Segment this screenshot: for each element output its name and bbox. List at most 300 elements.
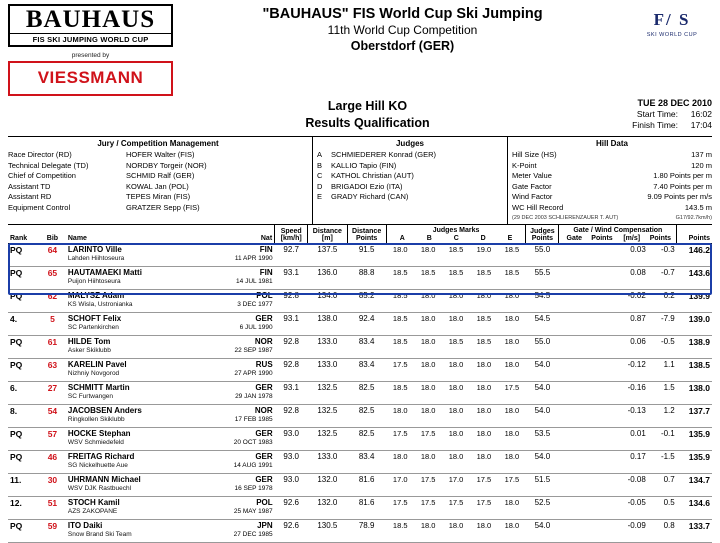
finish-time-row	[562, 120, 712, 131]
cell-points: 146.2	[677, 244, 712, 267]
col-judge-c: C	[453, 235, 459, 242]
cell-gate	[559, 290, 586, 313]
judge-row	[317, 192, 503, 203]
cell-nat: GER 14 AUG 1991	[211, 451, 275, 474]
cell-speed: 93.0	[275, 474, 308, 497]
judges-title: Judges	[395, 139, 424, 148]
cell-judge-mark-a: 18.5	[386, 313, 414, 336]
cell-judge-mark-b: 18.0	[414, 359, 442, 382]
cell-gate	[559, 267, 586, 290]
col-judges-marks-label: Judges Marks	[432, 227, 480, 234]
col-judge-a: A	[399, 235, 405, 242]
cell-judges-points: 54.5	[526, 290, 559, 313]
cell-distance-points: 82.5	[347, 405, 386, 428]
cell-wind-speed: 0.01	[617, 428, 648, 451]
jury-name: HOFER Walter (FIS)	[126, 150, 195, 159]
cell-judge-mark-e: 18.0	[498, 359, 526, 382]
cell-judge-mark-d: 17.5	[470, 474, 498, 497]
jury-name: NORDBY Torgeir (NOR)	[126, 160, 207, 170]
cell-wind-speed: 0.08	[617, 267, 648, 290]
cell-bib: 57	[39, 428, 66, 451]
cell-judge-mark-b: 17.5	[414, 497, 442, 520]
cell-judge-mark-c: 18.0	[442, 382, 470, 405]
cell-nat: NOR 22 SEP 1987	[211, 336, 275, 359]
cell-judge-mark-c: 18.0	[442, 359, 470, 382]
jury-row	[8, 192, 308, 203]
cell-judge-mark-c: 17.0	[442, 474, 470, 497]
cell-gate-points	[586, 497, 617, 520]
cell-gate	[559, 405, 586, 428]
judge-letter: B	[317, 160, 323, 170]
cell-judge-mark-b: 18.0	[414, 244, 442, 267]
cell-gate	[559, 497, 586, 520]
cell-distance: 132.5	[308, 405, 347, 428]
col-wind-speed: [m/s]	[623, 235, 641, 242]
col-name: Name	[66, 225, 211, 244]
cell-judge-mark-b: 18.0	[414, 451, 442, 474]
hill-value: 1.80 Points per m	[653, 171, 712, 180]
cell-judge-mark-b: 18.0	[414, 520, 442, 543]
cell-judge-mark-a: 17.5	[386, 497, 414, 520]
cell-distance: 134.0	[308, 290, 347, 313]
hill-value: 7.40 Points per m	[653, 181, 712, 191]
judge-name: KALLIO Tapio (FIN)	[331, 160, 397, 170]
cell-rank: 6.	[8, 382, 39, 405]
cell-nat: GER 29 JAN 1978	[211, 382, 275, 405]
judge-row	[317, 171, 503, 182]
cell-judge-mark-c: 18.5	[442, 244, 470, 267]
results-table-container	[8, 225, 712, 543]
hill-data-row	[512, 150, 712, 161]
cell-judge-mark-e: 18.5	[498, 267, 526, 290]
cell-wind-points: 0.5	[648, 497, 677, 520]
cell-nat: GER 6 JUL 1990	[211, 313, 275, 336]
cell-rank: 8.	[8, 405, 39, 428]
cell-wind-speed: -0.12	[617, 359, 648, 382]
col-judge-d: D	[480, 235, 486, 242]
jury-name: SCHMID Ralf (GER)	[126, 171, 195, 180]
jury-row	[8, 203, 308, 214]
cell-points: 139.9	[677, 290, 712, 313]
cell-nat: FIN 14 JUL 1981	[211, 267, 275, 290]
cell-wind-points: -0.3	[648, 244, 677, 267]
cell-judge-mark-a: 17.5	[386, 428, 414, 451]
cell-nat: NOR 17 FEB 1985	[211, 405, 275, 428]
cell-nat: GER 16 SEP 1978	[211, 474, 275, 497]
cell-gate-points	[586, 382, 617, 405]
cell-gate	[559, 313, 586, 336]
cell-rank: PQ	[8, 336, 39, 359]
cell-points: 135.9	[677, 428, 712, 451]
competition-number: 11th World Cup Competition	[327, 23, 478, 37]
table-row	[8, 290, 712, 313]
cell-rank: PQ	[8, 359, 39, 382]
cell-judge-mark-d: 18.0	[470, 405, 498, 428]
cell-athlete: JACOBSEN Anders Ringkollen Skiklubb	[66, 405, 211, 428]
hill-record-note	[512, 215, 712, 221]
cell-judge-mark-a: 18.5	[386, 382, 414, 405]
hill-data-row	[512, 161, 712, 172]
cell-athlete: LARINTO Ville Lahden Hiihtoseura	[66, 244, 211, 267]
col-bib: Bib	[39, 225, 66, 244]
cell-judge-mark-a: 18.0	[386, 451, 414, 474]
col-distance	[308, 225, 347, 244]
hill-data-row	[512, 192, 712, 203]
cell-distance-points: 81.6	[347, 474, 386, 497]
col-judges-points-label2: Points	[531, 235, 554, 242]
cell-judge-mark-c: 18.5	[442, 336, 470, 359]
judge-name: SCHMIEDERER Konrad (GER)	[331, 150, 437, 159]
cell-speed: 93.1	[275, 267, 308, 290]
cell-judge-mark-c: 18.0	[442, 520, 470, 543]
cell-judge-mark-d: 18.0	[470, 428, 498, 451]
cell-rank: PQ	[8, 290, 39, 313]
fis-wordmark: F/ S	[653, 10, 691, 29]
cell-judges-points: 55.0	[526, 244, 559, 267]
cell-wind-speed: -0.13	[617, 405, 648, 428]
col-gate-wind-label: Gate / Wind Compensation	[573, 227, 663, 234]
cell-athlete: MALYSZ Adam KS Wisla, Ustronianka	[66, 290, 211, 313]
jury-role: Chief of Competition	[8, 171, 76, 180]
cell-gate	[559, 359, 586, 382]
cell-judge-mark-e: 18.0	[498, 520, 526, 543]
cell-judge-mark-c: 18.0	[442, 428, 470, 451]
cell-distance: 132.0	[308, 497, 347, 520]
cell-distance: 133.0	[308, 451, 347, 474]
cell-wind-points: 0.8	[648, 520, 677, 543]
cell-gate-points	[586, 451, 617, 474]
cell-gate-points	[586, 313, 617, 336]
presented-by-label: presented by	[71, 52, 110, 59]
cell-wind-points: -1.5	[648, 451, 677, 474]
cell-bib: 61	[39, 336, 66, 359]
viessmann-logo	[8, 61, 173, 96]
judge-letter: A	[317, 150, 323, 159]
col-gate-points: Points	[591, 235, 613, 242]
cell-speed: 92.6	[275, 497, 308, 520]
cell-rank: 11.	[8, 474, 39, 497]
jury-name: GRATZER Sepp (FIS)	[126, 202, 200, 212]
cell-judges-points: 53.5	[526, 428, 559, 451]
cell-rank: 4.	[8, 313, 39, 336]
cell-gate-points	[586, 290, 617, 313]
cell-judge-mark-e: 18.0	[498, 336, 526, 359]
judge-letter: E	[317, 192, 323, 201]
cell-judge-mark-b: 18.0	[414, 313, 442, 336]
hill-type: Large Hill KO	[327, 99, 408, 113]
cell-points: 135.9	[677, 451, 712, 474]
jury-row	[8, 182, 308, 193]
fis-subtitle: SKI WORLD CUP	[646, 32, 698, 38]
cell-distance: 132.0	[308, 474, 347, 497]
cell-wind-points: -7.9	[648, 313, 677, 336]
cell-wind-points: 1.1	[648, 359, 677, 382]
cell-bib: 64	[39, 244, 66, 267]
table-row	[8, 313, 712, 336]
cell-athlete: HAUTAMAEKI Matti Puijon Hiihtoseura	[66, 267, 211, 290]
cell-gate	[559, 474, 586, 497]
cell-nat: POL 3 DEC 1977	[211, 290, 275, 313]
results-table	[8, 225, 712, 543]
cell-gate	[559, 520, 586, 543]
col-distance-points	[347, 225, 386, 244]
hill-data-title: Hill Data	[595, 139, 628, 148]
cell-judge-mark-b: 18.0	[414, 382, 442, 405]
table-header-row	[8, 225, 712, 244]
cell-judge-mark-d: 18.0	[470, 451, 498, 474]
jury-name: TEPES Miran (FIS)	[126, 192, 191, 201]
judge-row	[317, 150, 503, 161]
cell-judge-mark-e: 18.0	[498, 497, 526, 520]
hill-data-panel	[508, 137, 712, 224]
cell-wind-speed: -0.02	[617, 290, 648, 313]
jury-row	[8, 171, 308, 182]
cell-points: 134.6	[677, 497, 712, 520]
table-row	[8, 359, 712, 382]
cell-nat: JPN 27 DEC 1985	[211, 520, 275, 543]
judge-name: BRIGADOI Ezio (ITA)	[331, 181, 403, 191]
cell-bib: 46	[39, 451, 66, 474]
judge-row	[317, 182, 503, 193]
col-distance-unit: [m]	[321, 235, 333, 242]
cell-athlete: ITO Daiki Snow Brand Ski Team	[66, 520, 211, 543]
jury-role: Assistant RD	[8, 192, 52, 201]
cell-wind-points: 0.2	[648, 290, 677, 313]
table-row	[8, 428, 712, 451]
start-time-value: 16:02	[690, 109, 712, 119]
jury-role: Assistant TD	[8, 181, 51, 191]
col-judges-points-label1: Judges	[530, 228, 555, 235]
start-time-label: Start Time:	[636, 109, 678, 119]
cell-gate-points	[586, 405, 617, 428]
cell-gate	[559, 382, 586, 405]
cell-speed: 93.1	[275, 382, 308, 405]
cell-judge-mark-e: 18.5	[498, 244, 526, 267]
cell-distance-points: 81.6	[347, 497, 386, 520]
cell-speed: 92.8	[275, 359, 308, 382]
judge-letter: C	[317, 171, 323, 180]
timing-block	[562, 98, 712, 131]
cell-speed: 92.7	[275, 244, 308, 267]
results-type: Results Qualification	[305, 116, 430, 130]
cell-judge-mark-b: 17.5	[414, 474, 442, 497]
cell-judge-mark-c: 18.0	[442, 290, 470, 313]
cell-judge-mark-c: 18.0	[442, 451, 470, 474]
cell-wind-speed: 0.03	[617, 244, 648, 267]
table-row	[8, 244, 712, 267]
cell-wind-points: 1.5	[648, 382, 677, 405]
cell-judge-mark-d: 18.5	[470, 267, 498, 290]
table-row	[8, 497, 712, 520]
cell-distance-points: 82.5	[347, 428, 386, 451]
jury-row	[8, 150, 308, 161]
hill-key: Wind Factor	[512, 192, 553, 201]
cell-judge-mark-e: 17.5	[498, 474, 526, 497]
table-row	[8, 382, 712, 405]
judge-name: GRADY Richard (CAN)	[331, 192, 409, 201]
cell-judge-mark-b: 18.0	[414, 336, 442, 359]
cell-athlete: HOCKE Stephan WSV Schmiedefeld	[66, 428, 211, 451]
cell-nat: RUS 27 APR 1990	[211, 359, 275, 382]
hill-data-row	[512, 171, 712, 182]
cell-judge-mark-d: 18.0	[470, 382, 498, 405]
col-judge-b: B	[426, 235, 432, 242]
cell-points: 143.6	[677, 267, 712, 290]
table-row	[8, 520, 712, 543]
table-row	[8, 267, 712, 290]
cell-judge-mark-e: 18.0	[498, 313, 526, 336]
cell-wind-speed: -0.05	[617, 497, 648, 520]
cell-speed: 92.8	[275, 405, 308, 428]
cell-judges-points: 52.5	[526, 497, 559, 520]
cell-wind-speed: 0.87	[617, 313, 648, 336]
judges-rows	[317, 150, 503, 203]
cell-judge-mark-a: 17.5	[386, 359, 414, 382]
cell-bib: 59	[39, 520, 66, 543]
cell-wind-points: 0.7	[648, 474, 677, 497]
col-distance-label: Distance	[312, 228, 342, 235]
cell-wind-points: -0.5	[648, 336, 677, 359]
cell-judges-points: 54.5	[526, 313, 559, 336]
cell-athlete: SCHOFT Felix SC Partenkirchen	[66, 313, 211, 336]
jury-role: Race Director (RD)	[8, 150, 72, 159]
col-gate: Gate	[566, 235, 583, 242]
col-distance-points-unit: Points	[355, 235, 378, 242]
hill-data-row	[512, 182, 712, 193]
cell-athlete: STOCH Kamil AZS ZAKOPANE	[66, 497, 211, 520]
cell-judge-mark-b: 17.5	[414, 428, 442, 451]
cell-gate	[559, 336, 586, 359]
cell-distance-points: 83.4	[347, 359, 386, 382]
cell-judge-mark-c: 18.5	[442, 267, 470, 290]
cell-judges-points: 51.5	[526, 474, 559, 497]
hill-value: 143.5 m	[684, 202, 712, 212]
cell-judge-mark-a: 18.0	[386, 405, 414, 428]
col-wind-points: Points	[649, 235, 672, 242]
results-table-body	[8, 244, 712, 543]
sponsor-logo-column	[8, 4, 173, 96]
info-panels	[8, 137, 712, 225]
cell-judge-mark-d: 17.5	[470, 497, 498, 520]
cell-wind-points: -0.1	[648, 428, 677, 451]
col-judges-marks	[386, 225, 526, 244]
col-judges-points	[526, 225, 559, 244]
cell-judge-mark-a: 18.5	[386, 290, 414, 313]
col-speed	[275, 225, 308, 244]
cell-gate	[559, 451, 586, 474]
cell-athlete: KARELIN Pavel Nizhniy Novgorod	[66, 359, 211, 382]
cell-gate-points	[586, 428, 617, 451]
cell-judge-mark-d: 19.0	[470, 244, 498, 267]
cell-judge-mark-e: 18.0	[498, 428, 526, 451]
cell-judge-mark-a: 17.0	[386, 474, 414, 497]
cell-judge-mark-d: 18.5	[470, 336, 498, 359]
jury-panel	[8, 137, 313, 224]
cell-distance: 138.0	[308, 313, 347, 336]
jury-role: Technical Delegate (TD)	[8, 160, 89, 170]
cell-speed: 93.0	[275, 451, 308, 474]
cell-wind-speed: -0.16	[617, 382, 648, 405]
cell-judge-mark-a: 18.5	[386, 336, 414, 359]
cell-speed: 93.1	[275, 313, 308, 336]
cell-bib: 27	[39, 382, 66, 405]
table-row	[8, 405, 712, 428]
hill-key: Meter Value	[512, 171, 552, 180]
hill-data-row	[512, 203, 712, 214]
cell-judge-mark-e: 18.0	[498, 405, 526, 428]
start-time-row	[562, 109, 712, 120]
col-nat: Nat	[211, 225, 275, 244]
cell-gate-points	[586, 267, 617, 290]
cell-distance: 132.5	[308, 382, 347, 405]
cell-distance: 137.5	[308, 244, 347, 267]
judge-row	[317, 161, 503, 172]
hill-data-rows	[512, 150, 712, 213]
cell-judges-points: 54.0	[526, 359, 559, 382]
bauhaus-subtitle: FIS SKI JUMPING WORLD CUP	[10, 33, 171, 45]
cell-gate-points	[586, 520, 617, 543]
event-detail	[173, 98, 562, 132]
col-judge-e: E	[507, 235, 513, 242]
cell-wind-speed: 0.06	[617, 336, 648, 359]
cell-points: 138.0	[677, 382, 712, 405]
cell-points: 138.5	[677, 359, 712, 382]
cell-judges-points: 54.0	[526, 520, 559, 543]
col-points: Points	[677, 225, 712, 244]
finish-time-label: Finish Time:	[632, 120, 678, 130]
cell-distance-points: 78.9	[347, 520, 386, 543]
event-date: TUE 28 DEC 2010	[637, 98, 712, 108]
cell-bib: 63	[39, 359, 66, 382]
cell-distance-points: 88.8	[347, 267, 386, 290]
cell-speed: 92.6	[275, 520, 308, 543]
cell-judge-mark-b: 18.0	[414, 290, 442, 313]
cell-wind-speed: 0.17	[617, 451, 648, 474]
cell-nat: GER 20 OCT 1983	[211, 428, 275, 451]
cell-points: 139.0	[677, 313, 712, 336]
hill-key: Gate Factor	[512, 181, 552, 191]
cell-distance: 130.5	[308, 520, 347, 543]
document-header	[0, 0, 720, 96]
cell-distance: 133.0	[308, 336, 347, 359]
hill-value: 120 m	[691, 160, 712, 170]
subheader	[0, 98, 720, 132]
col-rank: Rank	[8, 225, 39, 244]
cell-judge-mark-a: 18.5	[386, 267, 414, 290]
col-speed-unit: [km/h]	[280, 235, 302, 242]
cell-judge-mark-c: 17.5	[442, 497, 470, 520]
cell-judges-points: 54.0	[526, 451, 559, 474]
cell-judge-mark-b: 18.5	[414, 267, 442, 290]
viessmann-wordmark: VIESSMANN	[37, 68, 144, 87]
cell-nat: FIN 11 APR 1990	[211, 244, 275, 267]
cell-distance: 133.0	[308, 359, 347, 382]
judge-name: KATHOL Christian (AUT)	[331, 171, 414, 180]
cell-judge-mark-c: 18.0	[442, 405, 470, 428]
jury-role: Equipment Control	[8, 202, 71, 212]
cell-judge-mark-d: 18.5	[470, 313, 498, 336]
cell-distance-points: 83.4	[347, 451, 386, 474]
cell-athlete: UHRMANN Michael WSV DJK Rastbuechl	[66, 474, 211, 497]
jury-title: Jury / Competition Management	[97, 139, 219, 148]
cell-judge-mark-c: 18.0	[442, 313, 470, 336]
cell-distance: 132.5	[308, 428, 347, 451]
cell-judge-mark-e: 18.0	[498, 290, 526, 313]
jury-rows	[8, 150, 308, 213]
cell-rank: 12.	[8, 497, 39, 520]
cell-points: 137.7	[677, 405, 712, 428]
cell-judge-mark-a: 18.5	[386, 520, 414, 543]
